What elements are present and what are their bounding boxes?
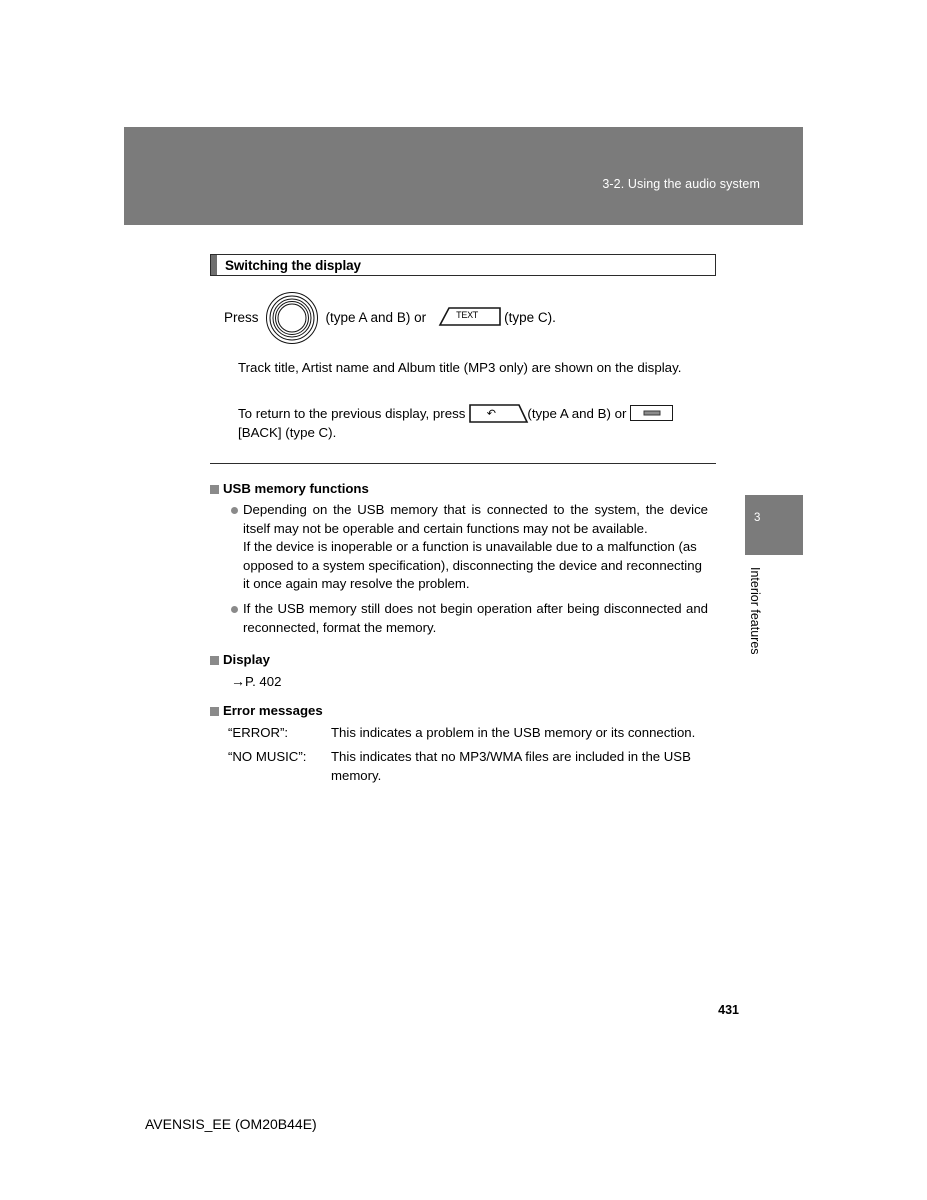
- error-messages-heading: [210, 703, 716, 718]
- usb-bullet-1-part-a: Depending on the USB memory that is connected to the system, the device itself may not be operable and certain functions may not be available.: [243, 502, 708, 536]
- error-value: This indicates a problem in the USB memory or its connection.: [331, 724, 696, 740]
- return-instruction-paragraph: [238, 404, 716, 442]
- usb-memory-functions-heading: [210, 481, 716, 496]
- square-marker-icon: [210, 485, 219, 494]
- notes-block: [210, 481, 716, 790]
- display-page-reference-text: P. 402: [245, 674, 282, 690]
- error-key: “NO MUSIC”:: [228, 748, 307, 764]
- usb-bullet-1-part-b: If the device is inoperable or a function is unavailable due to a malfunction (as opposed to a system specification), disconnecting the device and reconnecting it once again may resolve the problem.: [243, 539, 702, 592]
- text-button-label: TEXT: [456, 310, 478, 320]
- type-c-label: (type C).: [504, 310, 556, 325]
- return-instruction-mid: (type A and B) or: [527, 406, 627, 421]
- document-code: AVENSIS_EE (OM20B44E): [145, 1116, 317, 1132]
- bullet-dot-icon: [231, 606, 238, 613]
- usb-bullet-1-text: [243, 501, 708, 594]
- type-ab-label: (type A and B) or: [325, 310, 427, 325]
- usb-bullet-2-text: If the USB memory still does not begin operation after being disconnected and reconnected, format the memory.: [243, 600, 708, 635]
- back-button-glyph: ↶: [486, 408, 496, 420]
- return-instruction-suffix: [BACK] (type C).: [238, 425, 337, 440]
- return-instruction-prefix: To return to the previous display, press: [238, 406, 466, 421]
- error-messages-heading-text: Error messages: [223, 702, 323, 718]
- back-button-icon: [469, 404, 523, 422]
- section-divider: [210, 463, 716, 464]
- text-button-icon: [438, 308, 496, 327]
- error-value: This indicates that no MP3/WMA files are included in the USB memory.: [331, 748, 691, 783]
- rotary-knob-icon: [266, 292, 318, 344]
- section-title-box: [210, 254, 716, 276]
- press-instruction-line: [224, 308, 556, 327]
- display-heading-text: Display: [223, 652, 270, 668]
- chapter-title: 3-2. Using the audio system: [602, 177, 760, 191]
- page-number: 431: [718, 1003, 739, 1017]
- display-info-paragraph: Track title, Artist name and Album title (MP3 only) are shown on the display.: [238, 360, 682, 375]
- section-title-text: Switching the display: [225, 257, 361, 273]
- list-item: [210, 600, 716, 637]
- usb-memory-functions-heading-text: USB memory functions: [223, 481, 369, 496]
- arrow-right-icon: →: [231, 673, 245, 690]
- error-key: “ERROR”:: [228, 724, 289, 740]
- chapter-tab: [745, 495, 803, 555]
- chapter-tab-label: Interior features: [748, 567, 762, 655]
- table-row: [228, 723, 716, 742]
- display-page-reference[interactable]: [210, 672, 716, 692]
- dash-button-icon: [630, 405, 673, 421]
- table-row: [228, 747, 716, 785]
- press-label: Press: [224, 310, 259, 325]
- display-heading: [210, 652, 716, 667]
- error-messages-table: [210, 723, 716, 785]
- bullet-dot-icon: [231, 507, 238, 514]
- list-item: [210, 501, 716, 594]
- square-marker-icon: [210, 707, 219, 716]
- page-header-band: [124, 127, 803, 225]
- square-marker-icon: [210, 656, 219, 665]
- chapter-tab-number: 3: [754, 512, 761, 524]
